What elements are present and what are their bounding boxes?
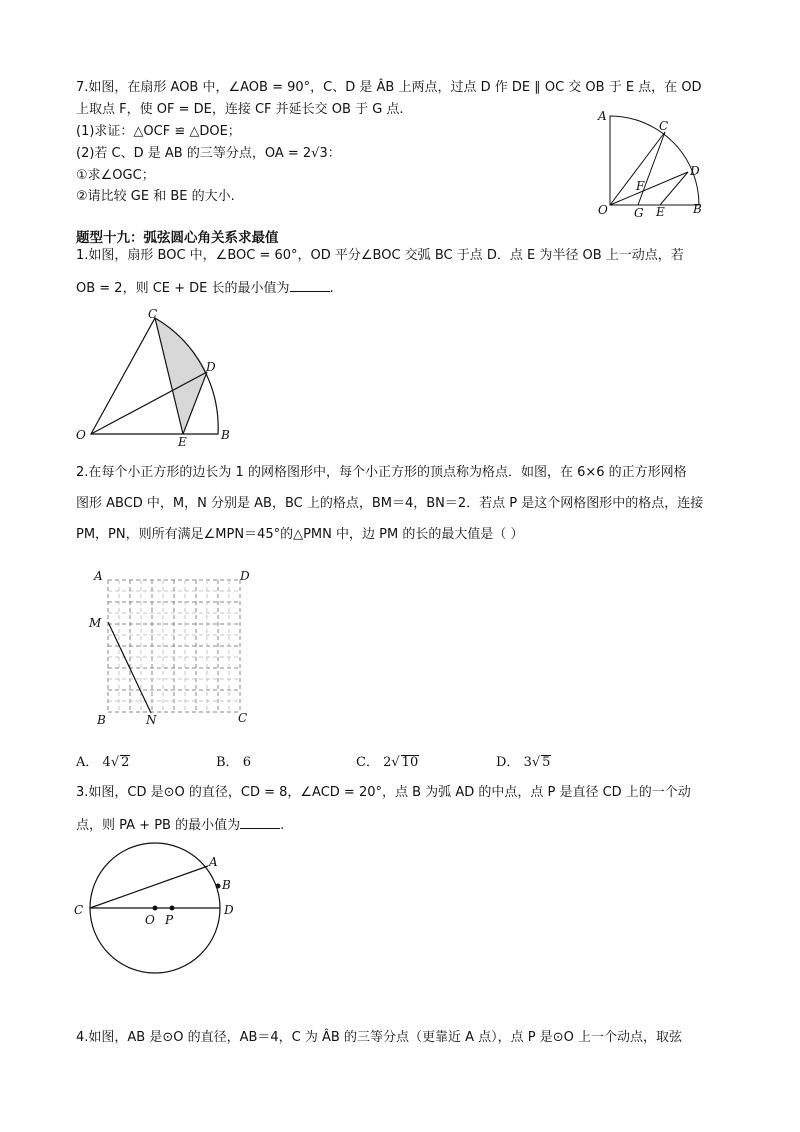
p3-line2-end: . [280, 818, 285, 833]
p4-line1: 4.如图，AB 是⊙O 的直径，AB＝4，C 为 ÂB 的三等分点（更靠近 A 点），点 P 是⊙O 上一个动点，取弦 [76, 1030, 682, 1045]
p1-sector-figure [70, 300, 240, 448]
p2-option-a [76, 755, 130, 771]
sqrt-sign-icon: √ [110, 755, 120, 770]
q7-label-C: C [659, 119, 669, 133]
p3-answer-blank [240, 816, 280, 829]
option-coef: 3 [523, 755, 532, 770]
p2-label-M: M [89, 616, 102, 630]
q7-label-B: B [693, 202, 702, 216]
option-coef: 6 [242, 755, 251, 770]
p3-label-D: D [224, 903, 234, 917]
p3-line2-text: 点，则 PA + PB 的最小值为 [76, 818, 241, 833]
p3-circle-figure [70, 835, 250, 985]
p1-label-E: E [178, 435, 187, 449]
p1-line1: 1.如图，扇形 BOC 中，∠BOC = 60°，OD 平分∠BOC 交弧 BC 于点 D．点 E 为半径 OB 上一动点，若 [76, 248, 684, 263]
p2-line1: 2.在每个小正方形的边长为 1 的网格图形中，每个小正方形的顶点称为格点．如图，在 6×6 的正方形网格 [76, 465, 687, 480]
option-radicand: 10 [401, 755, 419, 770]
q7-part1: (1)求证：△OCF ≌ △DOE； [76, 124, 241, 139]
sqrt-sign-icon: √ [531, 755, 541, 770]
p2-label-A: A [94, 569, 103, 583]
p2-label-B: B [97, 713, 106, 727]
option-radicand: 5 [542, 755, 551, 770]
q7-label-A: A [598, 109, 607, 123]
sqrt-sign-icon: √ [391, 755, 400, 770]
option-radicand: 2 [121, 755, 130, 770]
q7-label-O: O [598, 203, 608, 217]
p2-label-C: C [238, 711, 248, 725]
q7-line2: 上取点 F，使 OF = DE，连接 CF 并延长交 OB 于 G 点. [76, 102, 404, 117]
p1-label-O: O [76, 428, 86, 442]
p2-option-d [496, 755, 551, 771]
q7-part2b: ②请比较 GE 和 BE 的大小. [76, 189, 235, 204]
p1-answer-blank [290, 279, 330, 292]
p2-label-D: D [240, 569, 250, 583]
option-coef: 2 [383, 755, 392, 770]
p3-label-A: A [209, 855, 218, 869]
p3-line2 [76, 816, 284, 834]
p1-line2 [76, 279, 334, 297]
section-title: 题型十九：弧弦圆心角关系求最值 [76, 230, 279, 246]
p3-line1: 3.如图，CD 是⊙O 的直径，CD = 8，∠ACD = 20°，点 B 为弧 AD 的中点，点 P 是直径 CD 上的一个动 [76, 785, 691, 800]
q7-sector-figure [590, 105, 720, 225]
option-letter: B． [216, 755, 239, 770]
p3-label-B: B [222, 878, 231, 892]
q7-label-F: F [636, 179, 645, 193]
p2-option-c [356, 755, 419, 771]
p2-grid-figure [85, 565, 255, 730]
p3-label-P: P [165, 913, 174, 927]
q7-label-E: E [656, 205, 665, 219]
q7-label-G: G [634, 206, 644, 220]
q7-part2: (2)若 C、D 是 AB 的三等分点，OA = 2√3： [76, 146, 341, 161]
p1-line2-end: . [329, 281, 334, 296]
p1-label-D: D [206, 360, 216, 374]
q7-label-D: D [690, 164, 700, 178]
p1-label-B: B [221, 428, 230, 442]
q7-line1: 7.如图，在扇形 AOB 中，∠AOB = 90°，C、D 是 ÂB 上两点，过点 D 作 DE ∥ OC 交 OB 于 E 点，在 OD [76, 80, 702, 95]
p2-line3: PM，PN，则所有满足∠MPN＝45°的△PMN 中，边 PM 的长的最大值是（ ） [76, 527, 524, 542]
p1-label-C: C [148, 307, 158, 321]
p2-label-N: N [146, 713, 157, 727]
option-coef: 4 [102, 755, 111, 770]
p3-label-C: C [74, 903, 84, 917]
q7-part2a: ①求∠OGC； [76, 168, 155, 183]
option-letter: C． [356, 755, 379, 770]
p1-line2-text: OB = 2，则 CE + DE 长的最小值为 [76, 281, 290, 296]
p3-label-O: O [145, 913, 155, 927]
p2-line2: 图形 ABCD 中，M，N 分别是 AB，BC 上的格点，BM＝4，BN＝2．若点 P 是这个网格图形中的格点，连接 [76, 496, 704, 511]
option-letter: A． [76, 755, 99, 770]
option-letter: D． [496, 755, 520, 770]
p2-option-b [216, 755, 251, 771]
